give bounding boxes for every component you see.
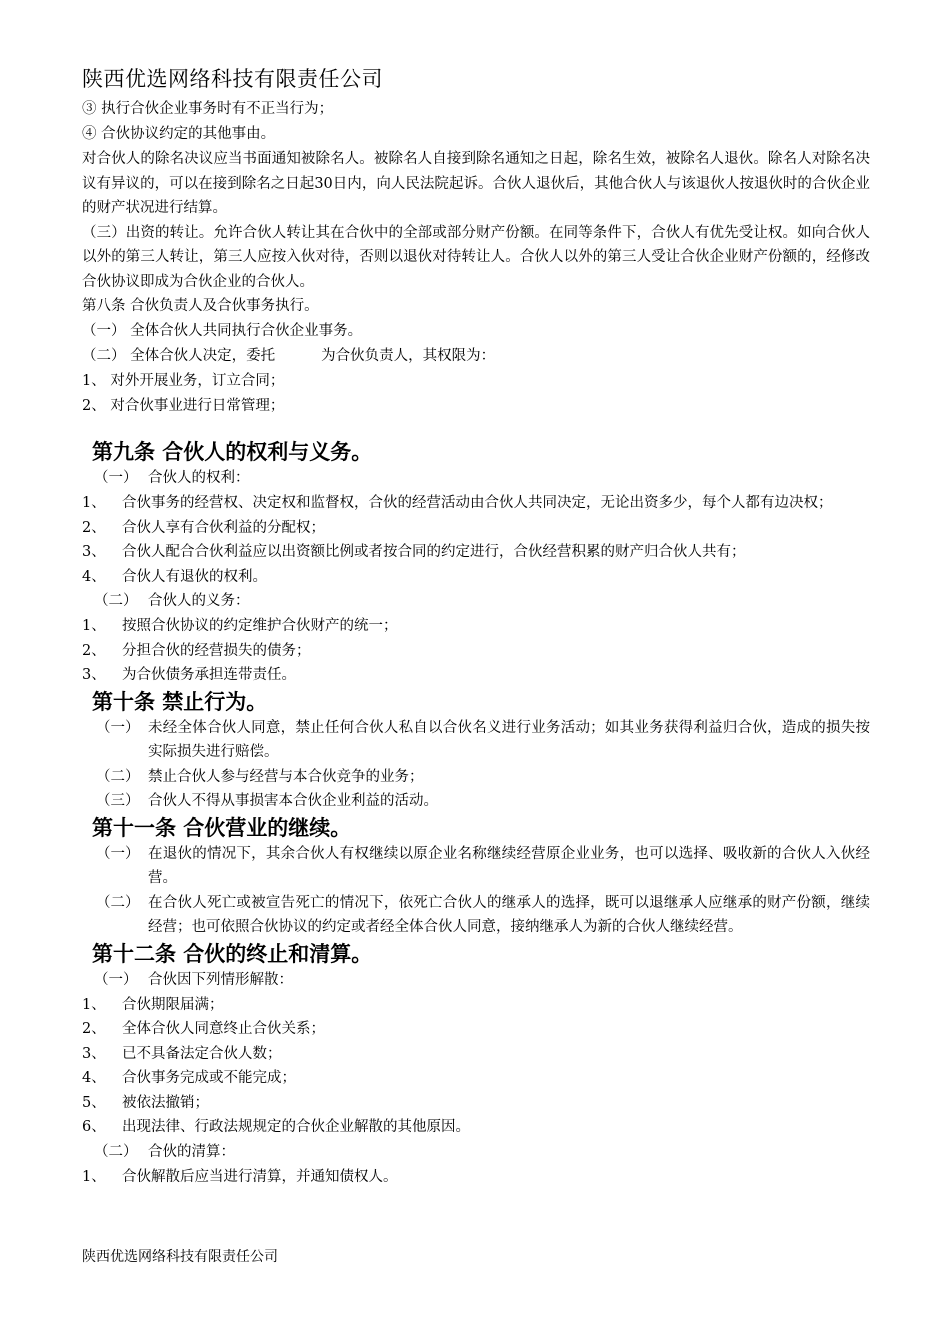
rights-list-item bbox=[82, 491, 870, 516]
list-item-number: 5、 bbox=[82, 1094, 106, 1111]
prohibition-item bbox=[82, 765, 870, 790]
prohibition-item bbox=[82, 716, 870, 765]
list-item-text: 未经全体合伙人同意，禁止任何合伙人私自以合伙名义进行业务活动；如其业务获得利益归合伙，造成的损失按实际损失进行赔偿。 bbox=[148, 719, 870, 760]
list-item-text: 已不具备法定合伙人数； bbox=[122, 1045, 282, 1062]
paragraph-expulsion: 对合伙人的除名决议应当书面通知被除名人。被除名人自接到除名通知之日起，除名生效，被除名人退伙。除名人对除名决议有异议的，可以在接到除名之日起30日内，向人民法院起诉。合伙人退伙后，其他合伙人与该退伙人按退伙时的合伙企业的财产状况进行结算。 bbox=[82, 151, 870, 216]
rights-list-item bbox=[82, 540, 870, 565]
list-item-text: 合伙事务的经营权、决定权和监督权，合伙的经营活动由合伙人共同决定，无论出资多少，每个人都有边决权； bbox=[122, 495, 833, 511]
article-8-item-1: （一） 全体合伙人共同执行合伙企业事务。 bbox=[82, 323, 363, 339]
liquidation-item bbox=[82, 1165, 870, 1190]
liquidation-list bbox=[82, 1165, 870, 1190]
liquidation-subheading: （二） 合伙的清算： bbox=[94, 1143, 235, 1160]
list-item-text: 出现法律、行政法规规定的合伙企业解散的其他原因。 bbox=[122, 1119, 470, 1135]
list-item-text: 在合伙人死亡或被宣告死亡的情况下，依死亡合伙人的继承人的选择，既可以退继承人应继承的财产份额，继续经营；也可依照合伙协议的约定或者经全体合伙人同意，接纳继承人为新的合伙人继续经营。 bbox=[148, 894, 870, 935]
duties-list-item bbox=[82, 639, 870, 664]
list-item-number: 4、 bbox=[82, 1070, 106, 1086]
rights-list-item bbox=[82, 565, 870, 590]
list-item-text: 分担合伙的经营损失的债务； bbox=[122, 642, 311, 659]
list-item-number: 2、 bbox=[82, 519, 106, 536]
paragraph-transfer: （三）出资的转让。允许合伙人转让其在合伙中的全部或部分财产份额。在同等条件下，合伙人有优先受让权。如向合伙人以外的第三人转让，第三人应按入伙对待，否则以退伙对待转让人。合伙人以外的第三人受让合伙企业财产份额的，经修改合伙协议即成为合伙企业的合伙人。 bbox=[82, 224, 870, 290]
page-footer-company: 陕西优选网络科技有限责任公司 bbox=[82, 1249, 278, 1265]
list-item-text: 合伙人有退伙的权利。 bbox=[122, 568, 267, 585]
rights-list-item bbox=[82, 516, 870, 541]
list-item-text: 禁止合伙人参与经营与本合伙竞争的业务； bbox=[148, 768, 424, 785]
article-10-heading: 第十条 禁止行为。 bbox=[92, 689, 268, 714]
dissolution-item bbox=[82, 1066, 870, 1091]
list-item-number: 1、 bbox=[82, 618, 106, 634]
dissolution-item bbox=[82, 1017, 870, 1042]
article-8-item-2-end: 为合伙负责人，其权限为： bbox=[321, 348, 496, 364]
list-item-number: 2、 bbox=[82, 1021, 106, 1037]
continuation-list bbox=[82, 842, 870, 940]
duties-list-item bbox=[82, 663, 870, 688]
list-item-number: （一） bbox=[96, 719, 140, 736]
dissolution-list bbox=[82, 993, 870, 1140]
dissolution-item bbox=[82, 1042, 870, 1067]
rights-subheading: （一） 合伙人的权利： bbox=[94, 470, 250, 486]
list-item-number: 2、 bbox=[82, 642, 106, 659]
list-item-number: 3、 bbox=[82, 667, 106, 683]
article-8-numbered-2: 2、 对合伙事业进行日常管理； bbox=[82, 398, 285, 414]
document-body bbox=[82, 97, 870, 1189]
duties-list-item bbox=[82, 614, 870, 639]
list-item-number: 3、 bbox=[82, 1045, 106, 1062]
clause-item-3: ③ 执行合伙企业事务时有不正当行为； bbox=[82, 101, 334, 117]
list-item-number: 1、 bbox=[82, 1168, 106, 1185]
continuation-item bbox=[82, 891, 870, 940]
prohibitions-list bbox=[82, 716, 870, 814]
duties-list bbox=[82, 614, 870, 688]
list-item-number: 3、 bbox=[82, 544, 106, 560]
list-item-text: 被依法撤销； bbox=[122, 1094, 209, 1111]
prohibition-item bbox=[82, 789, 870, 814]
article-8-numbered-1: 1、 对外开展业务，订立合同； bbox=[82, 373, 285, 389]
dissolution-subheading: （一） 合伙因下列情形解散： bbox=[94, 971, 293, 988]
list-item-text: 合伙解散后应当进行清算，并通知债权人。 bbox=[122, 1168, 398, 1185]
article-8-item-2-start: （二） 全体合伙人决定，委托 bbox=[82, 348, 276, 364]
duties-subheading: （二） 合伙人的义务： bbox=[94, 593, 250, 609]
page-header-company: 陕西优选网络科技有限责任公司 bbox=[82, 67, 383, 91]
continuation-item bbox=[82, 842, 870, 891]
article-12-heading: 第十二条 合伙的终止和清算。 bbox=[92, 941, 373, 966]
list-item-text: 合伙人配合合伙利益应以出资额比例或者按合同的约定进行，合伙经营积累的财产归合伙人共有； bbox=[122, 544, 746, 560]
list-item-number: 1、 bbox=[82, 495, 106, 511]
list-item-number: （一） bbox=[96, 845, 140, 862]
article-11-heading: 第十一条 合伙营业的继续。 bbox=[92, 815, 352, 840]
list-item-text: 合伙事务完成或不能完成； bbox=[122, 1070, 296, 1086]
rights-list bbox=[82, 491, 870, 589]
clause-item-4: ④ 合伙协议约定的其他事由。 bbox=[82, 126, 276, 142]
list-item-text: 合伙期限届满； bbox=[122, 996, 224, 1013]
list-item-number: 1、 bbox=[82, 996, 106, 1013]
article-8-title: 第八条 合伙负责人及合伙事务执行。 bbox=[82, 298, 319, 314]
dissolution-item bbox=[82, 993, 870, 1018]
dissolution-item bbox=[82, 1091, 870, 1116]
list-item-text: 在退伙的情况下，其余合伙人有权继续以原企业名称继续经营原企业业务，也可以选择、吸收新的合伙人入伙经营。 bbox=[148, 845, 870, 886]
list-item-number: （二） bbox=[96, 768, 140, 785]
list-item-text: 按照合伙协议的约定维护合伙财产的统一； bbox=[122, 618, 398, 634]
list-item-number: （二） bbox=[96, 894, 140, 911]
list-item-number: 6、 bbox=[82, 1119, 106, 1135]
list-item-text: 合伙人享有合伙利益的分配权； bbox=[122, 519, 325, 536]
list-item-text: 全体合伙人同意终止合伙关系； bbox=[122, 1021, 325, 1037]
list-item-number: 4、 bbox=[82, 568, 106, 585]
dissolution-item bbox=[82, 1115, 870, 1140]
list-item-text: 合伙人不得从事损害本合伙企业利益的活动。 bbox=[148, 793, 438, 809]
list-item-number: （三） bbox=[96, 793, 140, 809]
list-item-text: 为合伙债务承担连带责任。 bbox=[122, 667, 296, 683]
article-8-item-2 bbox=[82, 344, 870, 369]
article-9-heading: 第九条 合伙人的权利与义务。 bbox=[92, 440, 373, 464]
